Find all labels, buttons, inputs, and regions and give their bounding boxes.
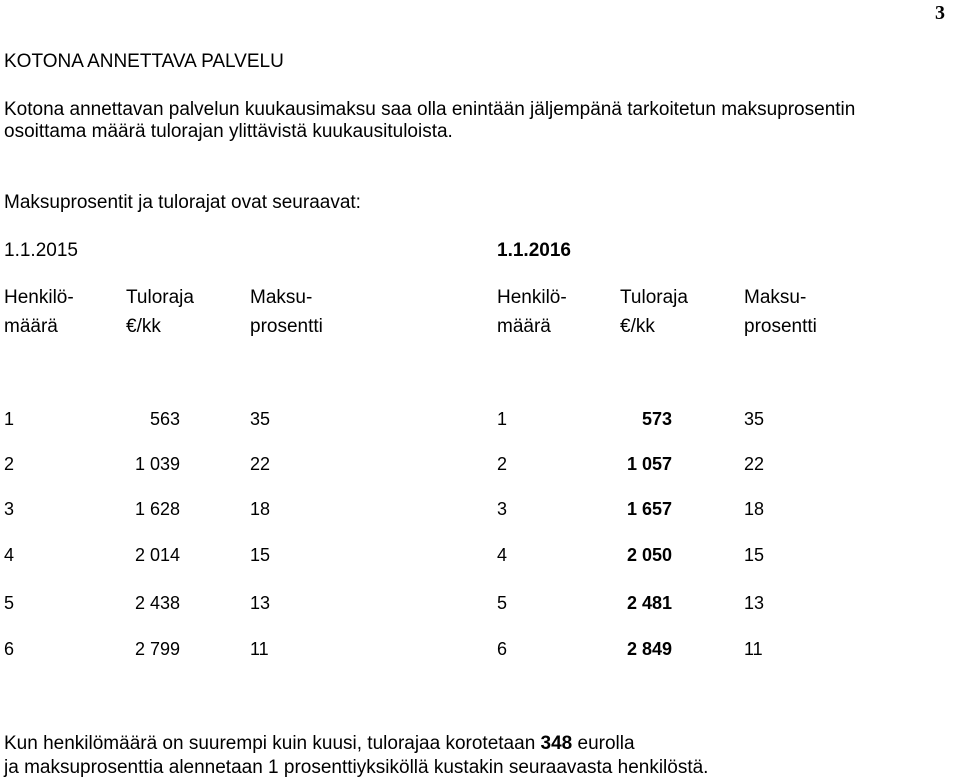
footer-line-1-start: Kun henkilömäärä on suurempi kuin kuusi, tulorajaa korotetaan	[4, 733, 541, 754]
header-limit-line1-2016: Tuloraja	[620, 287, 688, 308]
pct-2016: 35	[744, 409, 765, 429]
header-pct-line2-2015: prosentti	[250, 316, 323, 337]
footer-line-1	[4, 733, 635, 755]
limit-2015: 1 039	[134, 454, 180, 474]
footer-line-1-end: eurolla	[572, 733, 635, 754]
pct-2015: 18	[250, 499, 271, 519]
pct-2016: 22	[744, 454, 765, 474]
pct-2016: 15	[744, 545, 765, 565]
persons-2015: 6	[4, 639, 15, 659]
page-number: 3	[935, 2, 945, 24]
limit-2016: 573	[641, 409, 672, 429]
header-persons-line2-2015: määrä	[4, 316, 58, 337]
limit-2016: 2 050	[626, 545, 672, 565]
pct-2015: 13	[250, 593, 271, 613]
persons-2015: 3	[4, 499, 15, 519]
persons-2016: 6	[497, 639, 508, 659]
pct-2016: 11	[744, 639, 763, 659]
pct-2016: 18	[744, 499, 765, 519]
header-persons-line1-2016: Henkilö-	[497, 287, 567, 308]
limit-2016: 1 657	[626, 499, 672, 519]
header-limit-line1-2015: Tuloraja	[126, 287, 194, 308]
header-pct-line1-2016: Maksu-	[744, 287, 807, 308]
pct-2015: 11	[250, 639, 269, 659]
header-persons-line2-2016: määrä	[497, 316, 551, 337]
persons-2015: 4	[4, 545, 15, 565]
persons-2015: 1	[4, 409, 15, 429]
persons-2016: 2	[497, 454, 508, 474]
limit-2015: 2 014	[134, 545, 180, 565]
limit-2016: 2 849	[626, 639, 672, 659]
persons-2016: 3	[497, 499, 508, 519]
header-pct-line1-2015: Maksu-	[250, 287, 313, 308]
limit-2015: 563	[149, 409, 180, 429]
intro-line-1: Kotona annettavan palvelun kuukausimaksu saa olla enintään jäljempänä tarkoitetun maksuprosentin	[4, 99, 856, 120]
footer-line-2: ja maksuprosenttia alennetaan 1 prosenttiyksiköllä kustakin seuraavasta henkilöstä.	[4, 757, 709, 778]
persons-2015: 2	[4, 454, 15, 474]
persons-2016: 4	[497, 545, 508, 565]
pct-2015: 15	[250, 545, 271, 565]
pct-2015: 35	[250, 409, 271, 429]
limit-2015: 2 799	[134, 639, 180, 659]
header-pct-line2-2016: prosentti	[744, 316, 817, 337]
pct-2016: 13	[744, 593, 765, 613]
limit-2016: 1 057	[626, 454, 672, 474]
persons-2016: 1	[497, 409, 508, 429]
header-persons-line1-2015: Henkilö-	[4, 287, 74, 308]
period-2015: 1.1.2015	[4, 240, 78, 261]
limit-2015: 1 628	[134, 499, 180, 519]
table-intro: Maksuprosentit ja tulorajat ovat seuraavat:	[4, 192, 361, 213]
persons-2015: 5	[4, 593, 15, 613]
persons-2016: 5	[497, 593, 508, 613]
pct-2015: 22	[250, 454, 271, 474]
limit-2015: 2 438	[134, 593, 180, 613]
period-2016: 1.1.2016	[497, 240, 571, 261]
section-title: KOTONA ANNETTAVA PALVELU	[4, 51, 284, 72]
header-limit-line2-2016: €/kk	[620, 316, 655, 337]
header-limit-line2-2015: €/kk	[126, 316, 161, 337]
footer-increase-amount: 348	[540, 733, 573, 754]
intro-line-2: osoittama määrä tulorajan ylittävistä kuukausituloista.	[4, 121, 453, 142]
limit-2016: 2 481	[626, 593, 672, 613]
